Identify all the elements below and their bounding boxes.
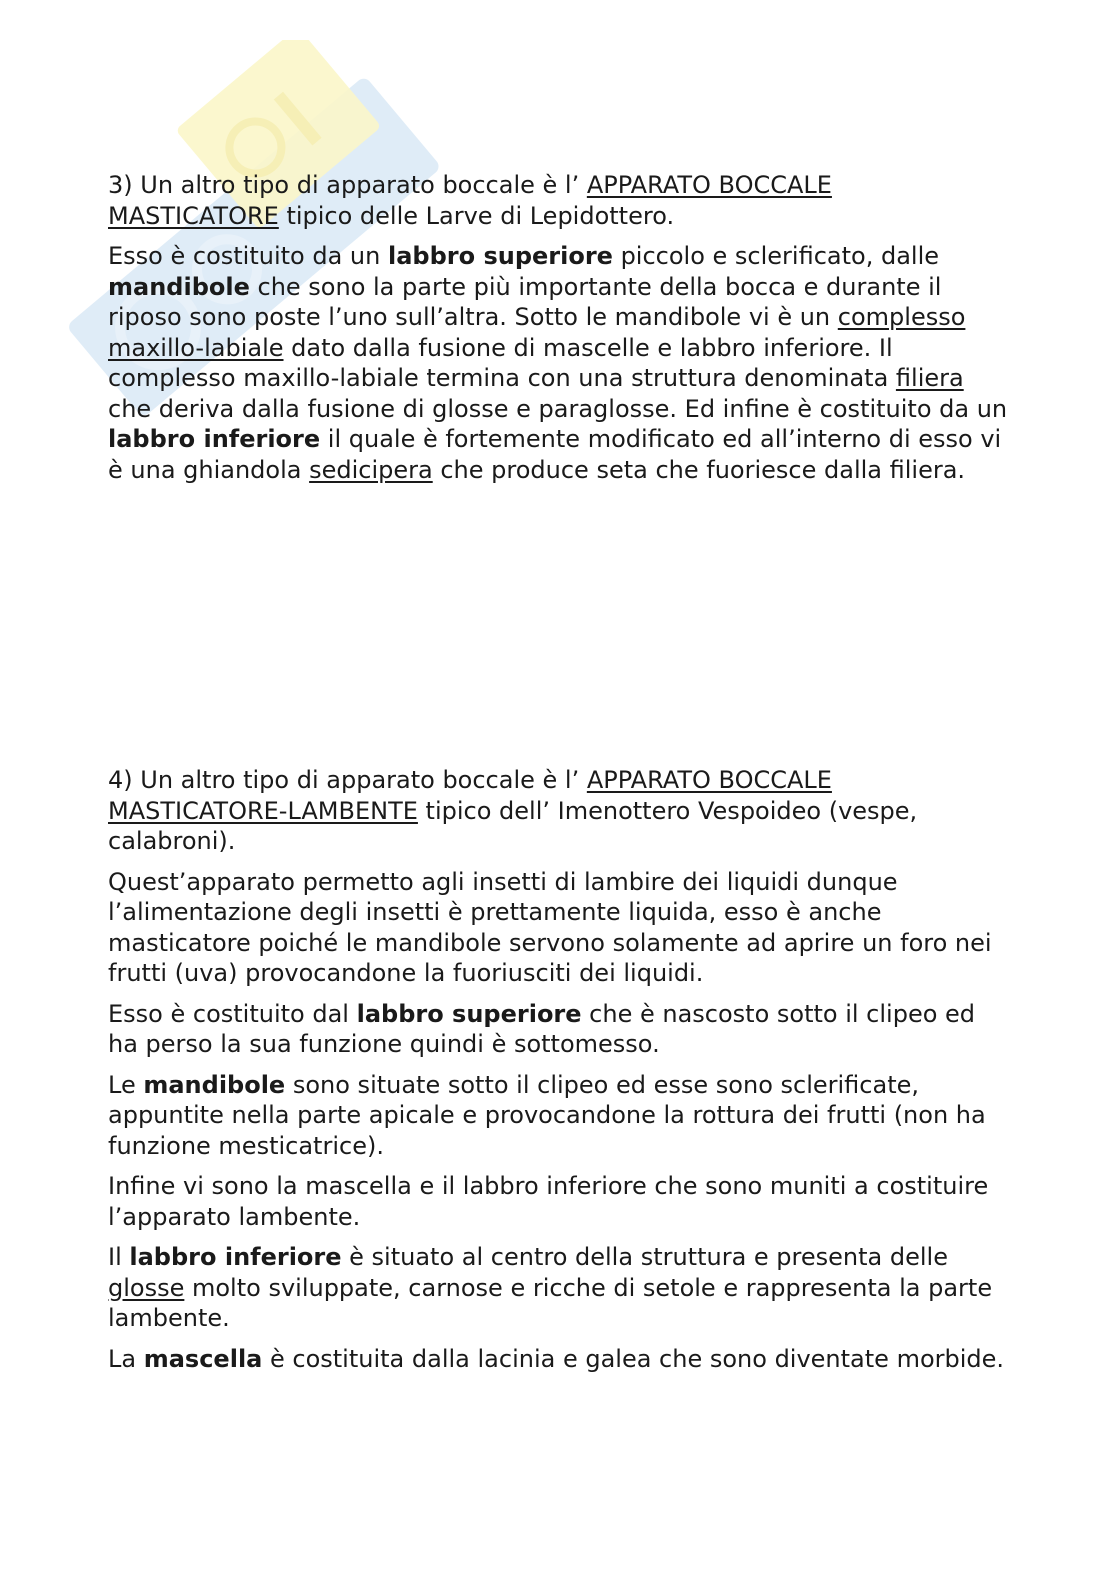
text: La — [108, 1344, 144, 1373]
section3-intro — [108, 170, 1008, 231]
section4-paragraph-4: Infine vi sono la mascella e il labbro inferiore che sono muniti a costituire l’apparato lambente. — [108, 1172, 989, 1231]
text: molto sviluppate, carnose e ricche di setole e rappresenta la parte lambente. — [108, 1273, 993, 1332]
text: sono situate sotto il clipeo ed esse sono sclerificate, appuntite nella parte apicale e provocandone la rottura dei frutti (non ha funzione mesticatrice). — [108, 1070, 986, 1160]
underlined-term: complesso maxillo-labiale — [108, 303, 966, 362]
underlined-term: sedicipera — [309, 455, 433, 484]
text: che è nascosto sotto il clipeo ed ha perso la sua funzione quindi è sottomesso. — [108, 999, 976, 1058]
section4-intro — [108, 765, 1008, 857]
text: che sono la parte più importante della bocca e durante il riposo sono poste l’uno sull’altra. Sotto le mandibole vi è un — [108, 272, 942, 331]
text: che produce seta che fuoriesce dalla filiera. — [432, 455, 966, 484]
section4-paragraph-5 — [108, 1242, 1008, 1334]
text: dato dalla fusione di mascelle e labbro inferiore. Il complesso maxillo-labiale termina con una struttura denominata — [108, 333, 896, 392]
section3-body — [108, 241, 1008, 485]
bold-term: mandibole — [143, 1070, 286, 1099]
text: Il — [108, 1243, 130, 1271]
text: il quale è fortemente modificato ed all’interno di esso vi è una ghiandola — [108, 425, 1002, 484]
text: 3) Un altro tipo di apparato boccale è l’ — [108, 171, 587, 199]
section4-paragraph-3 — [108, 1070, 1008, 1162]
bold-term: mascella — [143, 1344, 263, 1373]
underlined-term: glosse — [108, 1273, 185, 1302]
text: tipico delle Larve di Lepidottero. — [278, 201, 675, 230]
text: Esso è costituito da un — [108, 242, 388, 270]
bold-term: mandibole — [108, 272, 250, 301]
underlined-term: filiera — [895, 364, 964, 392]
section4-paragraph-2 — [108, 999, 1008, 1060]
bold-term: labbro inferiore — [108, 425, 321, 453]
underlined-term: APPARATO BOCCALE MASTICATORE — [108, 171, 832, 230]
text: Esso è costituito dal — [108, 999, 357, 1028]
bold-term: labbro inferiore — [129, 1243, 342, 1271]
text: Le — [108, 1070, 144, 1099]
section4-paragraph-1: Quest’apparato permetto agli insetti di lambire dei liquidi dunque l’alimentazione degli insetti è prettamente liquida, esso è anche masticatore poiché le mandibole servono solamente ad aprire un foro nei frutti (uva) provocandone la fuoriusciti dei liquidi. — [108, 867, 992, 987]
document-body — [108, 170, 1008, 1384]
text: è situato al centro della struttura e presenta delle — [341, 1243, 948, 1271]
text: è costituita dalla lacinia e galea che sono diventate morbide. — [262, 1344, 1005, 1373]
blank-space — [108, 495, 1008, 765]
bold-term: labbro superiore — [387, 242, 613, 270]
text: piccolo e sclerificato, dalle — [612, 242, 939, 270]
section4-paragraph-6 — [108, 1344, 1008, 1375]
text: tipico dell’ Imenottero Vespoideo (vespe, calabroni). — [108, 796, 918, 855]
bold-term: labbro superiore — [356, 999, 582, 1028]
text: che deriva dalla fusione di glosse e paraglosse. Ed infine è costituito da un — [108, 394, 1008, 423]
underlined-term: APPARATO BOCCALE MASTICATORE-LAMBENTE — [108, 766, 832, 825]
text: 4) Un altro tipo di apparato boccale è l’ — [108, 766, 587, 794]
